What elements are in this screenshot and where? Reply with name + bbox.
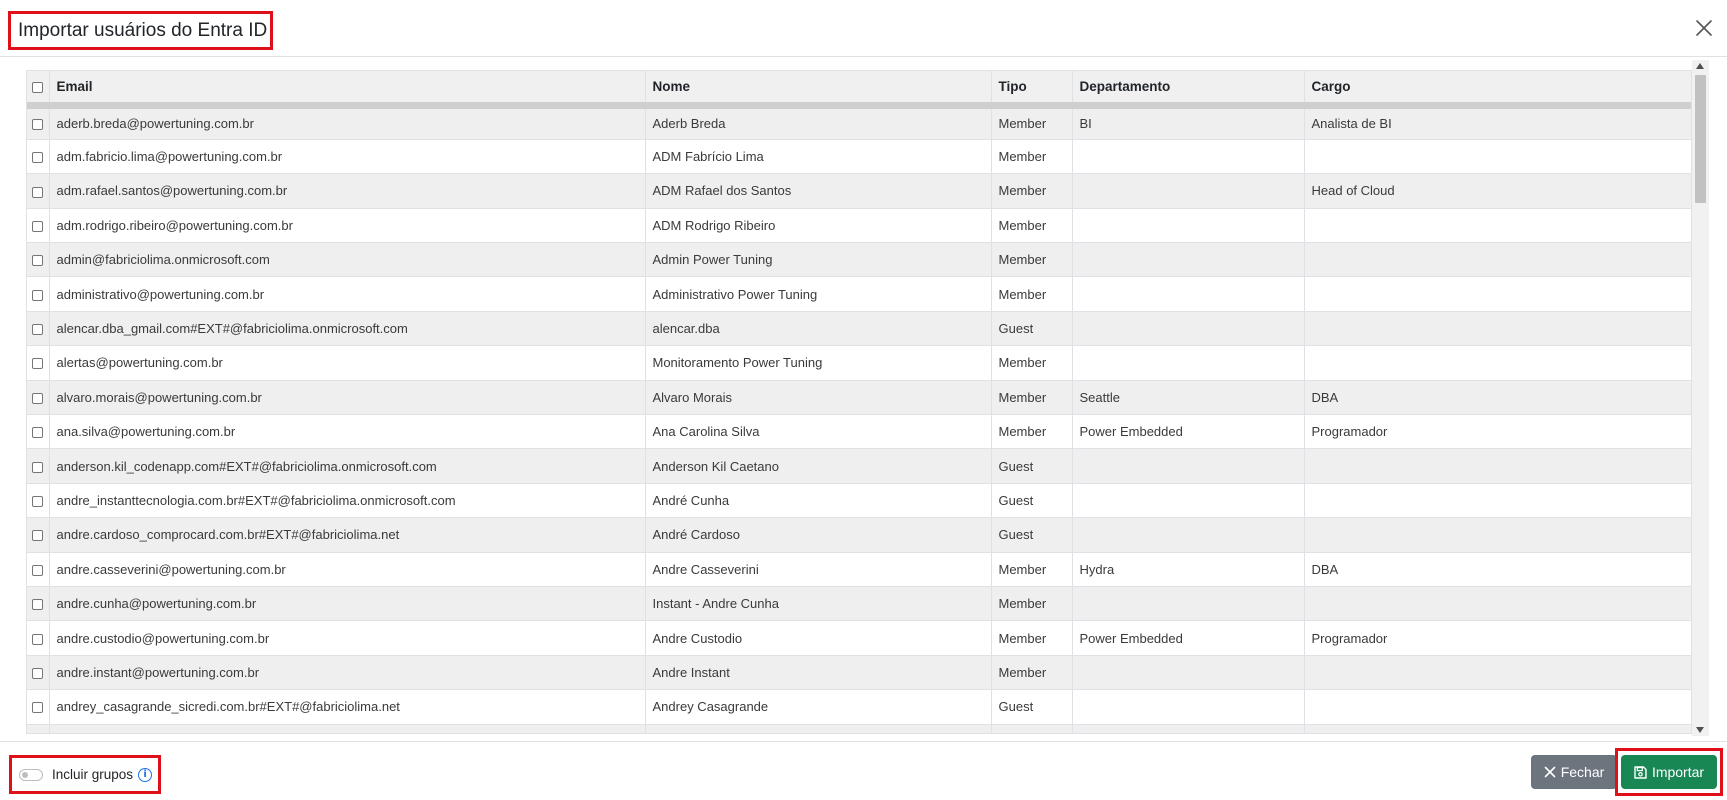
cell-departamento: [1072, 449, 1304, 483]
row-checkbox-cell: [27, 621, 49, 655]
table-row[interactable]: [27, 655, 1692, 689]
cell-tipo: Member: [991, 655, 1072, 689]
cell-tipo: Member: [991, 105, 1072, 139]
cell-nome: Andre Instant: [645, 655, 991, 689]
cell-email: andre.cardoso_comprocard.com.br#EXT#@fabriciolima.net: [49, 518, 645, 552]
row-checkbox-cell: [27, 415, 49, 449]
cell-cargo: [1304, 208, 1692, 242]
cell-email: ana.silva@powertuning.com.br: [49, 415, 645, 449]
cell-cargo: [1304, 449, 1692, 483]
cell-departamento: [1072, 655, 1304, 689]
cell-nome: ADM Fabrício Lima: [645, 139, 991, 173]
users-table-container[interactable]: [26, 70, 1692, 734]
table-row[interactable]: [27, 483, 1692, 517]
row-checkbox[interactable]: [32, 290, 43, 301]
table-row[interactable]: [27, 380, 1692, 414]
row-checkbox-cell: [27, 655, 49, 689]
row-checkbox-cell: [27, 243, 49, 277]
close-button-label: Fechar: [1560, 764, 1605, 780]
cell-nome: André Cunha: [645, 483, 991, 517]
cell-cargo: [1304, 346, 1692, 380]
table-row[interactable]: [27, 139, 1692, 173]
close-icon[interactable]: [1693, 17, 1715, 39]
row-checkbox[interactable]: [32, 599, 43, 610]
import-button[interactable]: [1621, 755, 1717, 789]
cell-departamento: [1072, 690, 1304, 724]
row-checkbox[interactable]: [32, 565, 43, 576]
row-checkbox[interactable]: [32, 530, 43, 541]
cell-nome: Alvaro Morais: [645, 380, 991, 414]
row-checkbox[interactable]: [32, 462, 43, 473]
cell-departamento: [1072, 586, 1304, 620]
close-button[interactable]: [1531, 755, 1617, 789]
row-checkbox[interactable]: [32, 221, 43, 232]
users-table: [27, 71, 1692, 734]
row-checkbox[interactable]: [32, 119, 43, 130]
cell-departamento: [1072, 208, 1304, 242]
table-row[interactable]: [27, 449, 1692, 483]
row-checkbox[interactable]: [32, 324, 43, 335]
table-row[interactable]: [27, 415, 1692, 449]
table-row[interactable]: [27, 208, 1692, 242]
cell-cargo: [1304, 690, 1692, 724]
cell-departamento: [1072, 518, 1304, 552]
cell-email: andre.casseverini@powertuning.com.br: [49, 552, 645, 586]
cell-cargo: [1304, 311, 1692, 345]
cell-email: alencar.dba_gmail.com#EXT#@fabriciolima.onmicrosoft.com: [49, 311, 645, 345]
cell-cargo: Programador: [1304, 621, 1692, 655]
table-row[interactable]: [27, 105, 1692, 139]
cell-email: adm.rafael.santos@powertuning.com.br: [49, 174, 645, 208]
row-checkbox-cell: [27, 208, 49, 242]
cell-tipo: Member: [991, 277, 1072, 311]
cell-tipo: [991, 724, 1072, 734]
cell-nome: Admin Power Tuning: [645, 243, 991, 277]
cell-cargo: [1304, 586, 1692, 620]
column-header-tipo[interactable]: Tipo: [991, 71, 1072, 105]
table-body: [27, 105, 1692, 734]
cell-tipo: Guest: [991, 518, 1072, 552]
table-row[interactable]: [27, 586, 1692, 620]
column-header-nome[interactable]: Nome: [645, 71, 991, 105]
cell-tipo: Member: [991, 415, 1072, 449]
cell-cargo: DBA: [1304, 380, 1692, 414]
cell-departamento: [1072, 174, 1304, 208]
row-checkbox[interactable]: [32, 496, 43, 507]
cell-departamento: [1072, 346, 1304, 380]
cell-email: andrey_casagrande_sicredi.com.br#EXT#@fabriciolima.net: [49, 690, 645, 724]
cell-tipo: Guest: [991, 483, 1072, 517]
cell-cargo: [1304, 518, 1692, 552]
modal-footer: [0, 741, 1727, 800]
row-checkbox-cell: [27, 346, 49, 380]
row-checkbox[interactable]: [32, 702, 43, 713]
select-all-checkbox[interactable]: [32, 82, 43, 93]
cell-email: admin@fabriciolima.onmicrosoft.com: [49, 243, 645, 277]
cell-nome: ADM Rafael dos Santos: [645, 174, 991, 208]
cell-cargo: [1304, 483, 1692, 517]
cell-nome: Andre Custodio: [645, 621, 991, 655]
cell-tipo: Member: [991, 346, 1072, 380]
cell-departamento: Power Embedded: [1072, 621, 1304, 655]
row-checkbox-cell: [27, 380, 49, 414]
row-checkbox-cell: [27, 277, 49, 311]
cell-departamento: BI: [1072, 105, 1304, 139]
scroll-thumb[interactable]: [1695, 75, 1706, 203]
cell-nome: André Cardoso: [645, 518, 991, 552]
row-checkbox-cell: [27, 105, 49, 139]
cell-email: anderson.kil_codenapp.com#EXT#@fabriciolima.onmicrosoft.com: [49, 449, 645, 483]
table-row[interactable]: [27, 277, 1692, 311]
cell-nome: Monitoramento Power Tuning: [645, 346, 991, 380]
table-row[interactable]: [27, 311, 1692, 345]
cell-departamento: [1072, 724, 1304, 734]
cell-cargo: [1304, 277, 1692, 311]
import-button-label: Importar: [1651, 764, 1705, 780]
cell-departamento: [1072, 139, 1304, 173]
table-row[interactable]: [27, 724, 1692, 734]
row-checkbox-cell: [27, 586, 49, 620]
cell-departamento: Seattle: [1072, 380, 1304, 414]
table-row[interactable]: [27, 621, 1692, 655]
table-header-row: [27, 71, 1692, 105]
select-all-header: [27, 71, 49, 105]
cell-cargo: [1304, 243, 1692, 277]
row-checkbox-cell: [27, 449, 49, 483]
cell-departamento: [1072, 277, 1304, 311]
cell-nome: alencar.dba: [645, 311, 991, 345]
include-groups-toggle[interactable]: [19, 769, 43, 781]
cell-email: administrativo@powertuning.com.br: [49, 277, 645, 311]
cell-tipo: Member: [991, 380, 1072, 414]
cell-tipo: Member: [991, 208, 1072, 242]
cell-cargo: [1304, 139, 1692, 173]
table-row[interactable]: [27, 346, 1692, 380]
cell-cargo: [1304, 655, 1692, 689]
include-groups-highlight: [9, 755, 161, 794]
info-icon[interactable]: i: [138, 768, 152, 782]
table-row[interactable]: [27, 174, 1692, 208]
cell-email: adm.fabricio.lima@powertuning.com.br: [49, 139, 645, 173]
row-checkbox[interactable]: [32, 427, 43, 438]
cell-email: alertas@powertuning.com.br: [49, 346, 645, 380]
cell-tipo: Member: [991, 552, 1072, 586]
cell-email: andre.custodio@powertuning.com.br: [49, 621, 645, 655]
column-header-departamento[interactable]: Departamento: [1072, 71, 1304, 105]
cell-nome: Instant - Andre Cunha: [645, 586, 991, 620]
cell-cargo: Analista de BI: [1304, 105, 1692, 139]
scroll-up-arrow-icon[interactable]: [1696, 63, 1704, 69]
cell-cargo: DBA: [1304, 552, 1692, 586]
cell-tipo: Guest: [991, 311, 1072, 345]
include-groups-label: Incluir grupos: [52, 767, 134, 782]
title-highlight: [8, 11, 273, 50]
cell-nome: Aderb Breda: [645, 105, 991, 139]
row-checkbox-cell: [27, 724, 49, 734]
row-checkbox[interactable]: [32, 668, 43, 679]
table-row[interactable]: [27, 690, 1692, 724]
cell-tipo: Guest: [991, 690, 1072, 724]
cell-nome: Ana Carolina Silva: [645, 415, 991, 449]
cell-email: alvaro.morais@powertuning.com.br: [49, 380, 645, 414]
cell-nome: [645, 724, 991, 734]
cell-email: aderb.breda@powertuning.com.br: [49, 105, 645, 139]
cell-tipo: Member: [991, 139, 1072, 173]
modal-title: Importar usuários do Entra ID: [18, 19, 268, 41]
cell-cargo: [1304, 724, 1692, 734]
cell-departamento: [1072, 483, 1304, 517]
table-row[interactable]: [27, 518, 1692, 552]
cell-nome: Andrey Casagrande: [645, 690, 991, 724]
cell-cargo: Head of Cloud: [1304, 174, 1692, 208]
row-checkbox-cell: [27, 311, 49, 345]
row-checkbox[interactable]: [32, 358, 43, 369]
row-checkbox[interactable]: [32, 187, 43, 198]
cell-departamento: [1072, 243, 1304, 277]
row-checkbox[interactable]: [32, 152, 43, 163]
scroll-down-arrow-icon[interactable]: [1696, 727, 1704, 733]
row-checkbox-cell: [27, 552, 49, 586]
cell-tipo: Member: [991, 174, 1072, 208]
row-checkbox-cell: [27, 518, 49, 552]
row-checkbox[interactable]: [32, 255, 43, 266]
cell-departamento: [1072, 311, 1304, 345]
cell-nome: Andre Casseverini: [645, 552, 991, 586]
cell-email: andre_instanttecnologia.com.br#EXT#@fabriciolima.onmicrosoft.com: [49, 483, 645, 517]
modal-header: [0, 0, 1727, 57]
row-checkbox-cell: [27, 174, 49, 208]
cell-departamento: Power Embedded: [1072, 415, 1304, 449]
cell-tipo: Member: [991, 586, 1072, 620]
x-icon: [1544, 766, 1556, 778]
column-header-email[interactable]: Email: [49, 71, 645, 105]
cell-email: andre.instant@powertuning.com.br: [49, 655, 645, 689]
cell-nome: Administrativo Power Tuning: [645, 277, 991, 311]
table-row[interactable]: [27, 243, 1692, 277]
cell-email: adm.rodrigo.ribeiro@powertuning.com.br: [49, 208, 645, 242]
row-checkbox-cell: [27, 690, 49, 724]
cell-tipo: Member: [991, 243, 1072, 277]
row-checkbox-cell: [27, 483, 49, 517]
row-checkbox[interactable]: [32, 634, 43, 645]
row-checkbox-cell: [27, 139, 49, 173]
cell-cargo: Programador: [1304, 415, 1692, 449]
row-checkbox[interactable]: [32, 393, 43, 404]
table-scrollbar[interactable]: [1692, 60, 1709, 736]
column-header-cargo[interactable]: Cargo: [1304, 71, 1692, 105]
table-row[interactable]: [27, 552, 1692, 586]
floppy-disk-icon: [1634, 766, 1647, 779]
cell-nome: ADM Rodrigo Ribeiro: [645, 208, 991, 242]
cell-tipo: Guest: [991, 449, 1072, 483]
cell-nome: Anderson Kil Caetano: [645, 449, 991, 483]
cell-departamento: Hydra: [1072, 552, 1304, 586]
cell-email: andre.cunha@powertuning.com.br: [49, 586, 645, 620]
cell-tipo: Member: [991, 621, 1072, 655]
cell-email: [49, 724, 645, 734]
